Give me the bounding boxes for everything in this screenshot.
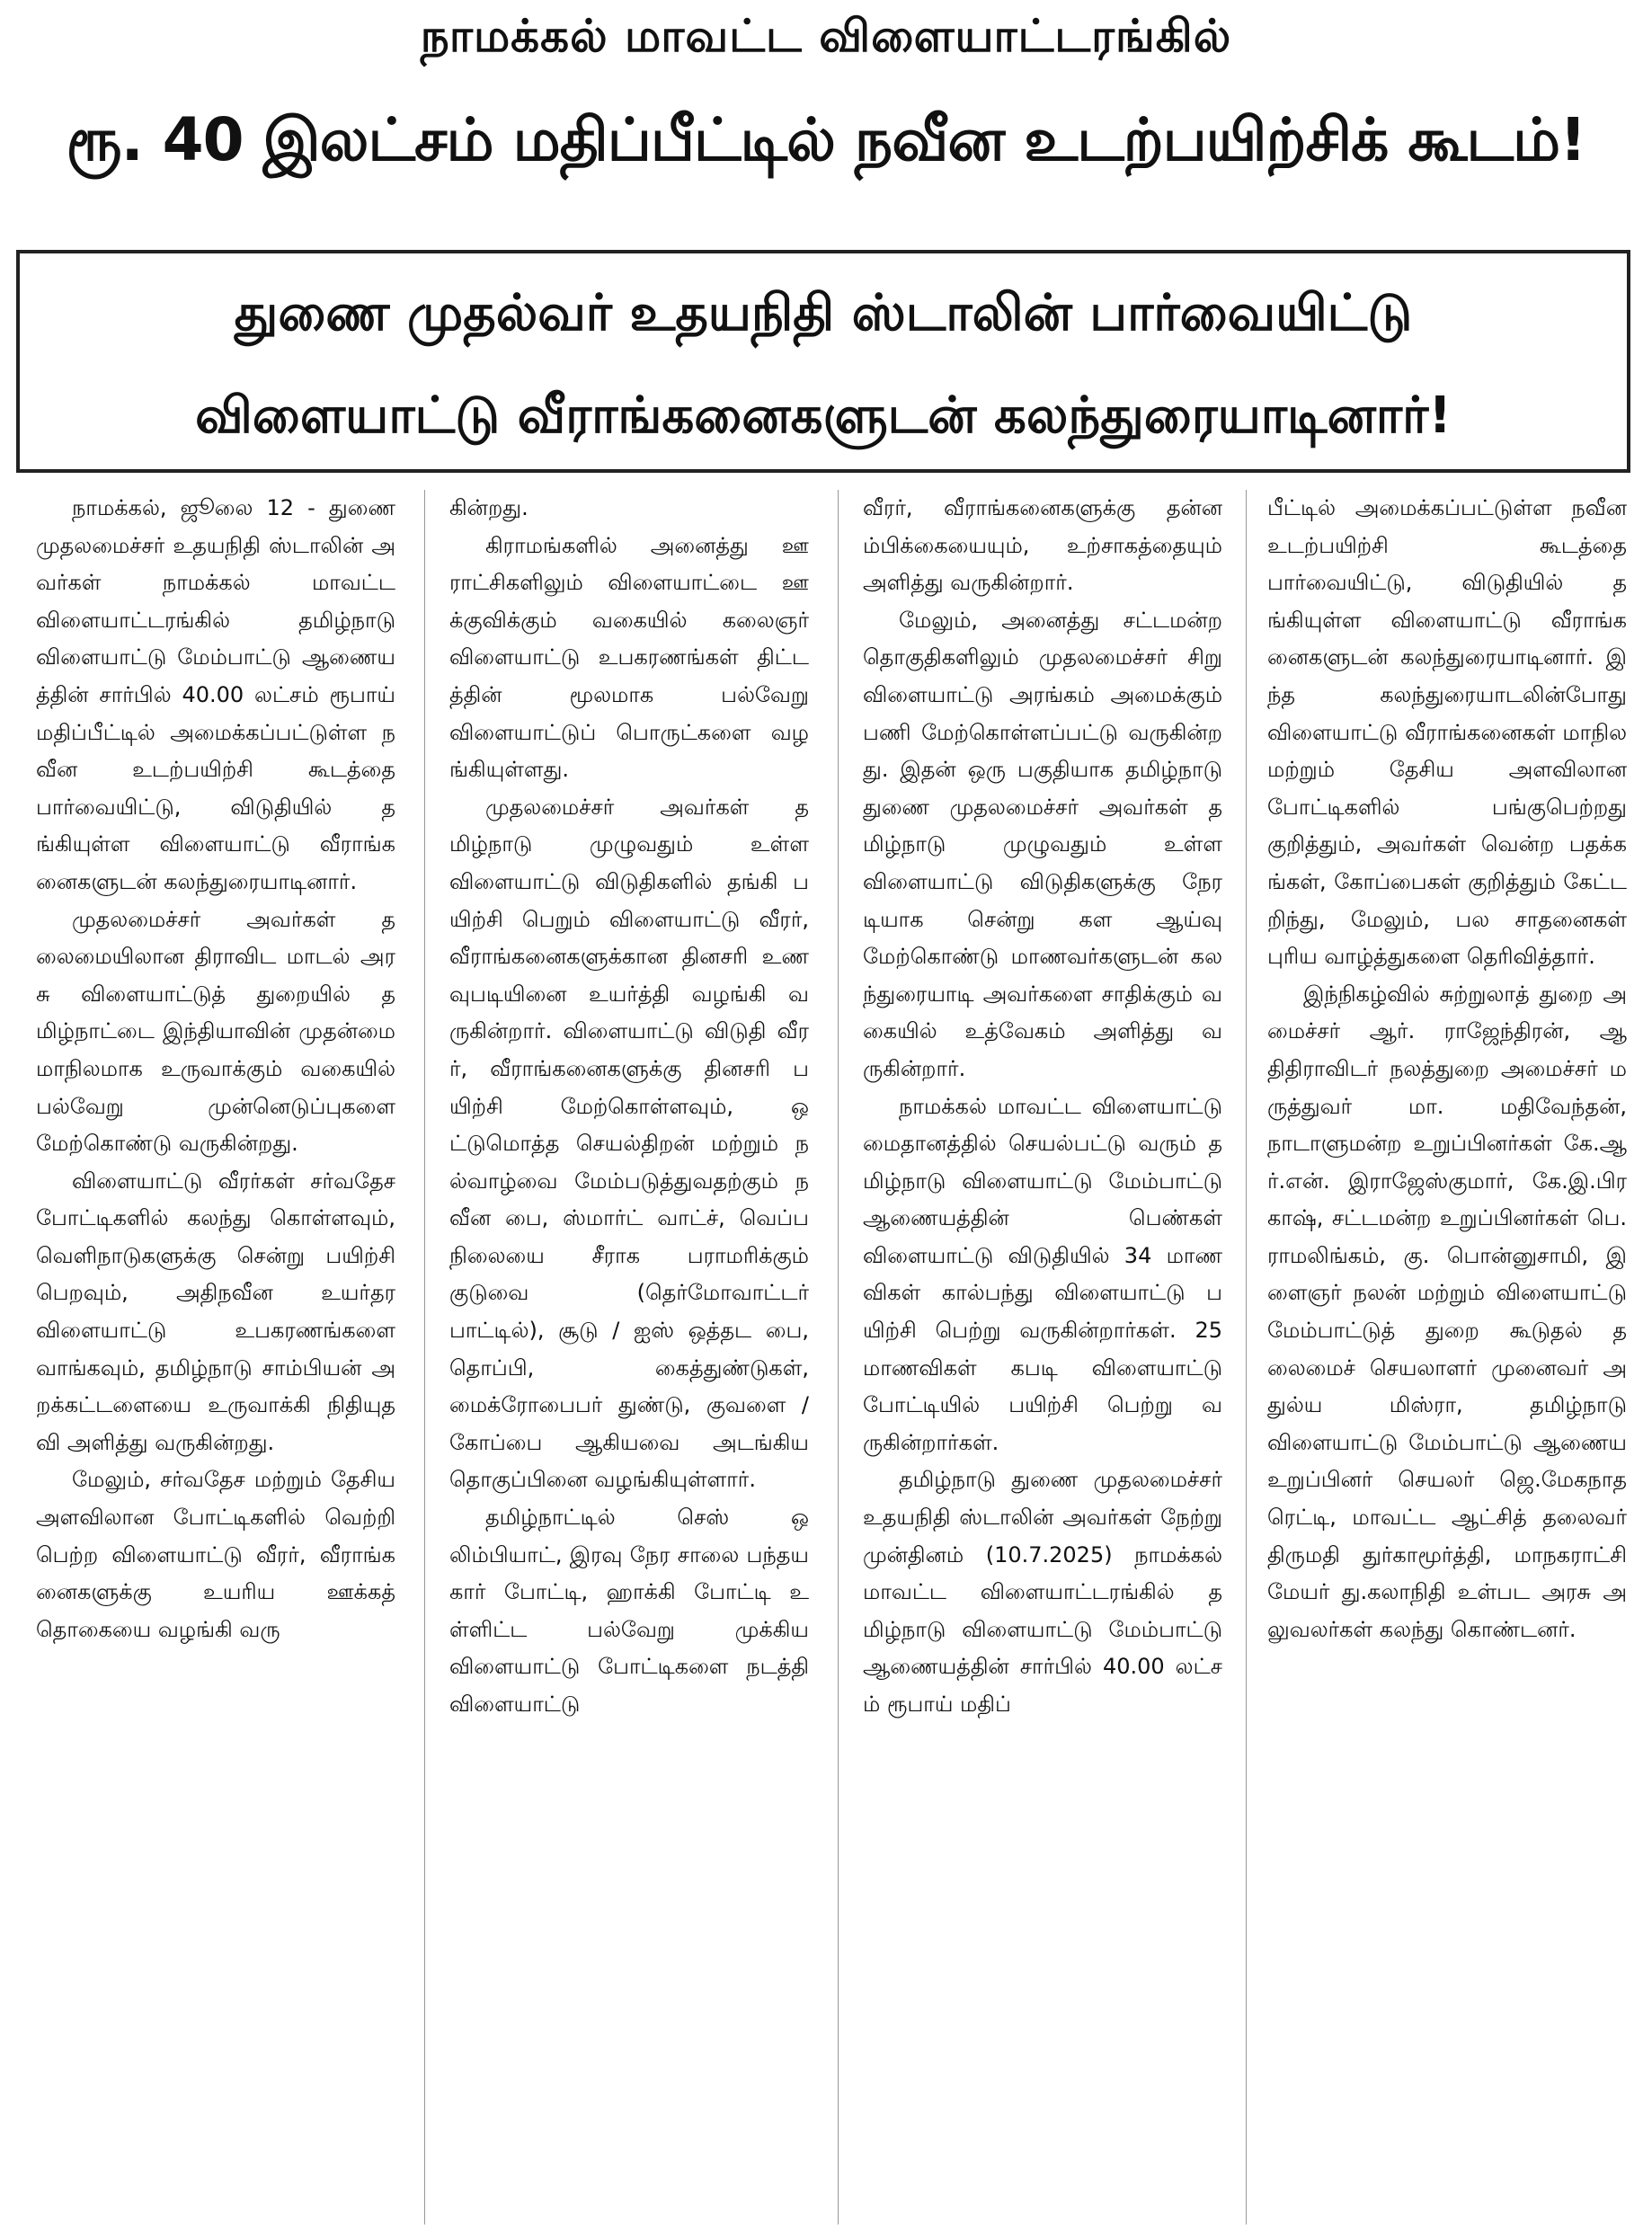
paragraph: பீட்டில் அமைக்கப்பட்டுள்ள நவீன உடற்பயிற்சி கூடத்தை பார்வையிட்டு, விடுதியில் தங்கியுள்ள விளையாட்டு வீராங்கனைகளுடன் கலந்துரையாடினார். இந்த கலந்துரையாடலின்போது விளையாட்டு வீராங்கனைகள் மாநில மற்றும் தேசிய அளவிலான போட்டிகளில் பங்குபெற்றது குறித்தும், அவர்கள் வென்ற பதக்கங்கள், கோப்பைகள் குறித்தும் கேட்டறிந்து, மேலும், பல சாதனைகள் புரிய வாழ்த்துகளை தெரிவித்தார். — [1267, 495, 1627, 970]
article-column-4 — [1267, 490, 1627, 2234]
headline-title: ரூ. 40 இலட்சம் மதிப்பீட்டில் நவீன உடற்பயிற்சிக் கூடம்! — [66, 105, 1586, 174]
article-column-1 — [36, 490, 395, 2234]
paragraph: கின்றது. — [449, 495, 528, 520]
article-column-3 — [863, 490, 1222, 2234]
paragraph: மேலும், அனைத்து சட்டமன்ற தொகுதிகளிலும் முதலமைச்சர் சிறு விளையாட்டு அரங்கம் அமைக்கும் பணி மேற்கொள்ளப்பட்டு வருகின்றது. இதன் ஒரு பகுதியாக தமிழ்நாடு துணை முதலமைச்சர் அவர்கள் தமிழ்நாடு முழுவதும் உள்ள விளையாட்டு விடுதிகளுக்கு நேரடியாக சென்று கள ஆய்வு மேற்கொண்டு மாணவர்களுடன் கலந்துரையாடி அவர்களை சாதிக்கும் வகையில் உத்வேகம் அளித்து வருகின்றார். — [863, 607, 1222, 1081]
paragraph: தமிழ்நாடு துணை முதலமைச்சர் உதயநிதி ஸ்டாலின் அவர்கள் நேற்று முன்தினம் (10.7.2025) நாமக்கல் மாவட்ட விளையாட்டரங்கில் தமிழ்நாடு விளையாட்டு மேம்பாட்டு ஆணையத்தின் சார்பில் 40.00 லட்சம் ரூபாய் மதிப் — [863, 1467, 1222, 1717]
paragraph: நாமக்கல், ஜூலை 12 - துணை முதலமைச்சர் உதயநிதி ஸ்டாலின் அவர்கள் நாமக்கல் மாவட்ட விளையாட்டரங்கில் தமிழ்நாடு விளையாட்டு மேம்பாட்டு ஆணையத்தின் சார்பில் 40.00 லட்சம் ரூபாய் மதிப்பீட்டில் அமைக்கப்பட்டுள்ள நவீன உடற்பயிற்சி கூடத்தை பார்வையிட்டு, விடுதியில் தங்கியுள்ள விளையாட்டு வீராங்கனைகளுடன் கலந்துரையாடினார். — [36, 495, 395, 894]
paragraph: கிராமங்களில் அனைத்து ஊராட்சிகளிலும் விளையாட்டை ஊக்குவிக்கும் வகையில் கலைஞர் விளையாட்டு உபகரணங்கள் திட்டத்தின் மூலமாக பல்வேறு விளையாட்டுப் பொருட்களை வழங்கியுள்ளது. — [449, 532, 809, 783]
subheadline-line-2: விளையாட்டு வீராங்கனைகளுடன் கலந்துரையாடினார்! — [195, 386, 1452, 445]
paragraph: முதலமைச்சர் அவர்கள் தமிழ்நாடு முழுவதும் உள்ள விளையாட்டு விடுதிகளில் தங்கி பயிற்சி பெறும் விளையாட்டு வீரர், வீராங்கனைகளுக்கான தினசரி உணவுபடியினை உயர்த்தி வழங்கி வருகின்றார். விளையாட்டு விடுதி வீரர், வீராங்கனைகளுக்கு தினசரி பயிற்சி மேற்கொள்ளவும், ஒட்டுமொத்த செயல்திறன் மற்றும் நல்வாழ்வை மேம்படுத்துவதற்கும் நவீன பை, ஸ்மார்ட் வாட்ச், வெப்பநிலையை சீராக பராமரிக்கும் குடுவை (தெர்மோவாட்டர் பாட்டில்), சூடு / ஐஸ் ஒத்தட பை, தொப்பி, கைத்துண்டுகள், மைக்ரோபைபர் துண்டு, குவளை / கோப்பை ஆகியவை அடங்கிய தொகுப்பினை வழங்கியுள்ளார். — [449, 794, 809, 1493]
paragraph: இந்நிகழ்வில் சுற்றுலாத் துறை அமைச்சர் ஆர். ராஜேந்திரன், ஆதிதிராவிடர் நலத்துறை அமைச்சர் மருத்துவர் மா. மதிவேந்தன், நாடாளுமன்ற உறுப்பினர்கள் கே.ஆர்.என். இராஜேஸ்குமார், கே.இ.பிரகாஷ், சட்டமன்ற உறுப்பினர்கள் பெ. ராமலிங்கம், கு. பொன்னுசாமி, இளைஞர் நலன் மற்றும் விளையாட்டு மேம்பாட்டுத் துறை கூடுதல் தலைமைச் செயலாளர் முனைவர் அதுல்ய மிஸ்ரா, தமிழ்நாடு விளையாட்டு மேம்பாட்டு ஆணைய உறுப்பினர் செயலர் ஜெ.மேகநாத ரெட்டி, மாவட்ட ஆட்சித் தலைவர் திருமதி துர்காமூர்த்தி, மாநகராட்சி மேயர் து.கலாநிதி உள்பட அரசு அலுவலர்கள் கலந்து கொண்டனர். — [1267, 981, 1627, 1642]
subheadline-line-1: துணை முதல்வர் உதயநிதி ஸ்டாலின் பார்வையிட்டு — [234, 284, 1413, 342]
paragraph: விளையாட்டு வீரர்கள் சர்வதேச போட்டிகளில் கலந்து கொள்ளவும், வெளிநாடுகளுக்கு சென்று பயிற்சி பெறவும், அதிநவீன உயர்தர விளையாட்டு உபகரணங்களை வாங்கவும், தமிழ்நாடு சாம்பியன் அறக்கட்டளையை உருவாக்கி நிதியுதவி அளித்து வருகின்றது. — [36, 1168, 395, 1455]
paragraph: வீரர், வீராங்கனைகளுக்கு தன்னம்பிக்கையையும், உற்சாகத்தையும் அளித்து வருகின்றார். — [863, 495, 1222, 596]
paragraph: மேலும், சர்வதேச மற்றும் தேசிய அளவிலான போட்டிகளில் வெற்றி பெற்ற விளையாட்டு வீரர், வீராங்கனைகளுக்கு உயரிய ஊக்கத் தொகையை வழங்கி வரு — [36, 1467, 395, 1642]
subheadline-box — [16, 250, 1630, 473]
paragraph: முதலமைச்சர் அவர்கள் தலைமையிலான திராவிட மாடல் அரசு விளையாட்டுத் துறையில் தமிழ்நாட்டை இந்தியாவின் முதன்மை மாநிலமாக உருவாக்கும் வகையில் பல்வேறு முன்னெடுப்புகளை மேற்கொண்டு வருகின்றது. — [36, 906, 395, 1157]
paragraph: தமிழ்நாட்டில் செஸ் ஒலிம்பியாட், இரவு நேர சாலை பந்தய கார் போட்டி, ஹாக்கி போட்டி உள்ளிட்ட பல்வேறு முக்கிய விளையாட்டு போட்டிகளை நடத்தி விளையாட்டு — [449, 1505, 809, 1717]
headline-kicker: நாமக்கல் மாவட்ட விளையாட்டரங்கில் — [420, 10, 1232, 62]
paragraph: நாமக்கல் மாவட்ட விளையாட்டு மைதானத்தில் செயல்பட்டு வரும் தமிழ்நாடு விளையாட்டு மேம்பாட்டு ஆணையத்தின் பெண்கள் விளையாட்டு விடுதியில் 34 மாணவிகள் கால்பந்து விளையாட்டு பயிற்சி பெற்று வருகின்றார்கள். 25 மாணவிகள் கபடி விளையாட்டு போட்டியில் பயிற்சி பெற்று வருகின்றார்கள். — [863, 1093, 1222, 1455]
article-column-2 — [449, 490, 809, 2234]
article-body — [36, 490, 1627, 2234]
